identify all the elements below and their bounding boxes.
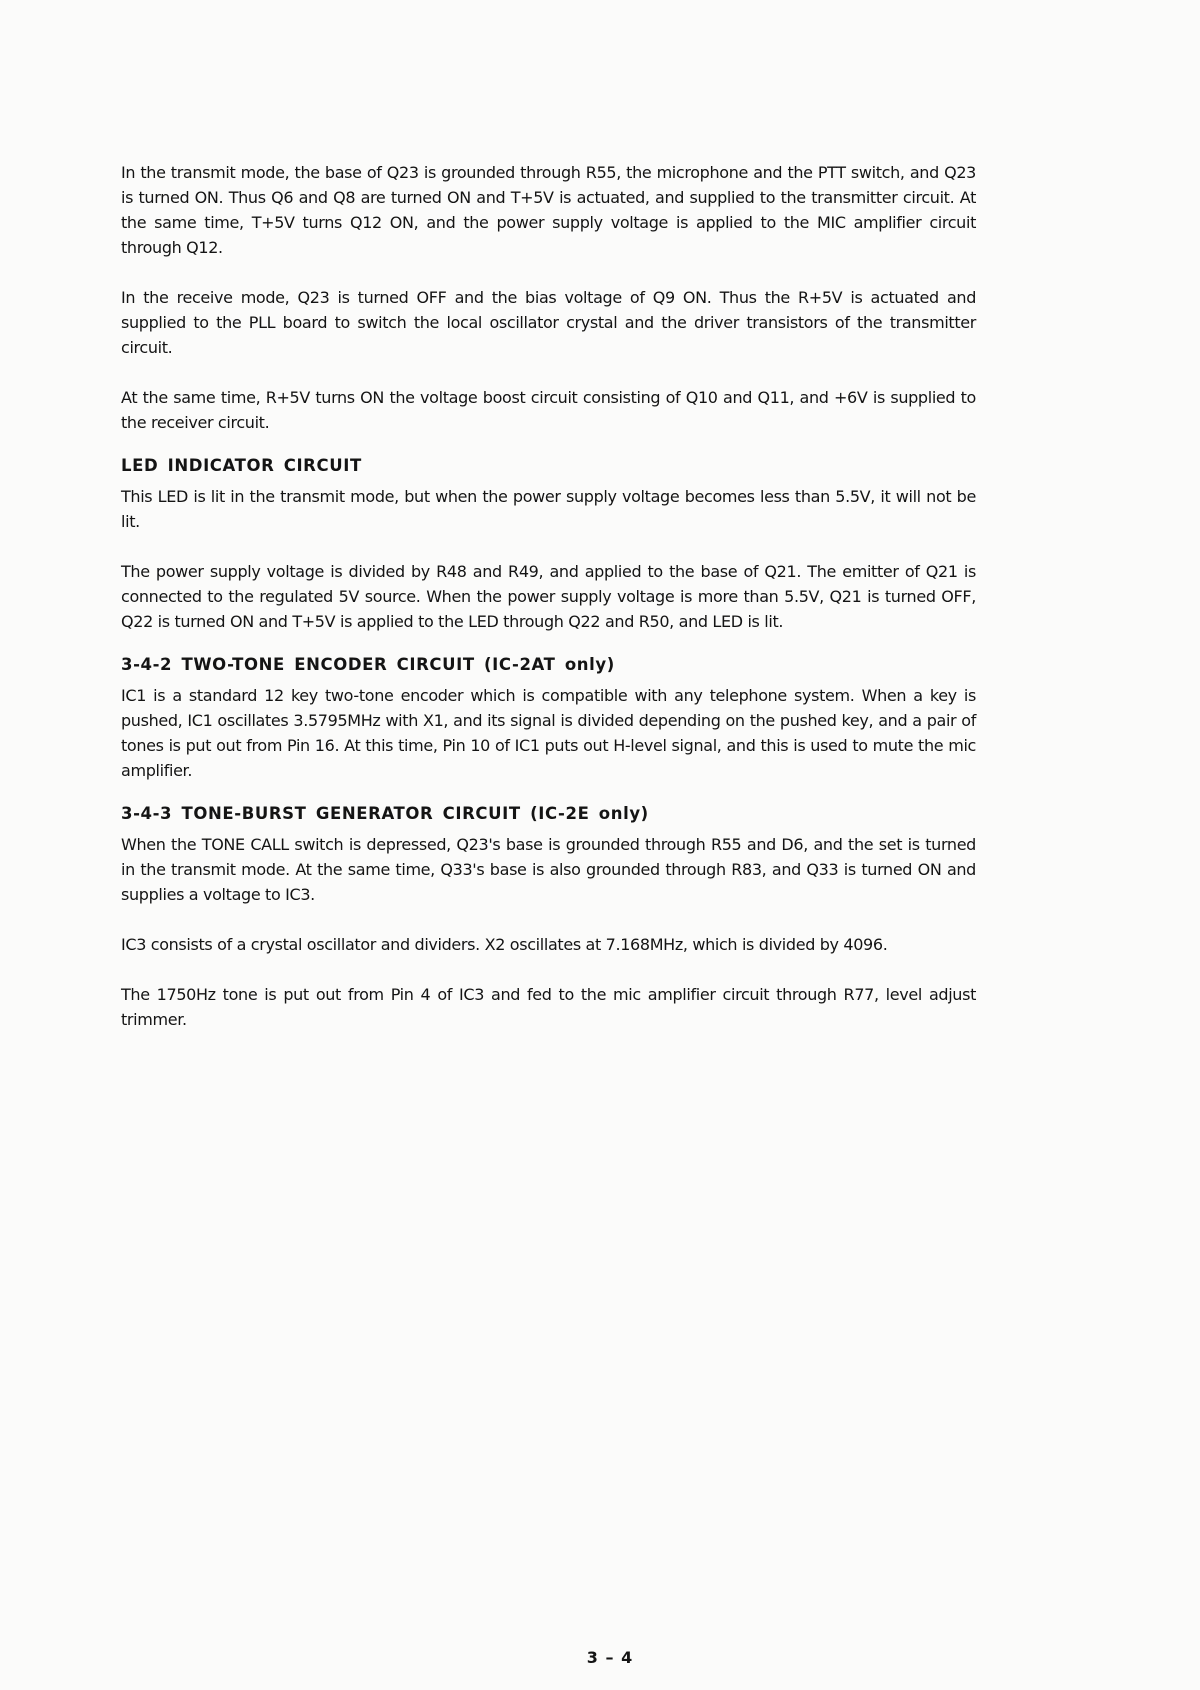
paragraph-transmit-mode: In the transmit mode, the base of Q23 is grounded through R55, the microphone and the PTT switch, and Q23 is turned ON. Thus Q6 and Q8 are turned ON and T+5V is actuated, and supplied to the transmitter circuit. At the same time, T+5V turns Q12 ON, and the power supply voltage is applied to the MIC amplifier circuit through Q12. (121, 163, 976, 257)
paragraph-receive-mode: In the receive mode, Q23 is turned OFF and the bias voltage of Q9 ON. Thus the R+5V is actuated and supplied to the PLL board to switch the local oscillator crystal and the driver transistors of the transmitter circuit. (121, 288, 976, 357)
page-number: 3 – 4 (586, 1648, 634, 1667)
paragraph-voltage-boost: At the same time, R+5V turns ON the voltage boost circuit consisting of Q10 and Q11, and +6V is supplied to the receiver circuit. (121, 388, 976, 432)
page-body (121, 160, 976, 1032)
paragraph-tone-burst-3: The 1750Hz tone is put out from Pin 4 of IC3 and fed to the mic amplifier circuit through R77, level adjust trimmer. (121, 985, 976, 1029)
heading-two-tone-encoder: 3-4-2 TWO-TONE ENCODER CIRCUIT (IC-2AT only) (121, 655, 615, 674)
paragraph-two-tone-1: IC1 is a standard 12 key two-tone encoder which is compatible with any telephone system. When a key is pushed, IC1 oscillates 3.5795MHz with X1, and its signal is divided depending on the pushed key, and a pair of tones is put out from Pin 16. At this time, Pin 10 of IC1 puts out H-level signal, and this is used to mute the mic amplifier. (121, 686, 976, 780)
paragraph-led-1: This LED is lit in the transmit mode, but when the power supply voltage becomes less than 5.5V, it will not be lit. (121, 487, 976, 531)
paragraph-tone-burst-1: When the TONE CALL switch is depressed, Q23's base is grounded through R55 and D6, and the set is turned in the transmit mode. At the same time, Q33's base is also grounded through R83, and Q33 is turned ON and supplies a voltage to IC3. (121, 835, 976, 904)
paragraph-led-2: The power supply voltage is divided by R48 and R49, and applied to the base of Q21. The emitter of Q21 is connected to the regulated 5V source. When the power supply voltage is more than 5.5V, Q21 is turned OFF, Q22 is turned ON and T+5V is applied to the LED through Q22 and R50, and LED is lit. (121, 562, 976, 631)
heading-tone-burst-generator: 3-4-3 TONE-BURST GENERATOR CIRCUIT (IC-2E only) (121, 804, 649, 823)
paragraph-tone-burst-2: IC3 consists of a crystal oscillator and dividers. X2 oscillates at 7.168MHz, which is divided by 4096. (121, 935, 888, 954)
heading-led-indicator: LED INDICATOR CIRCUIT (121, 456, 362, 475)
